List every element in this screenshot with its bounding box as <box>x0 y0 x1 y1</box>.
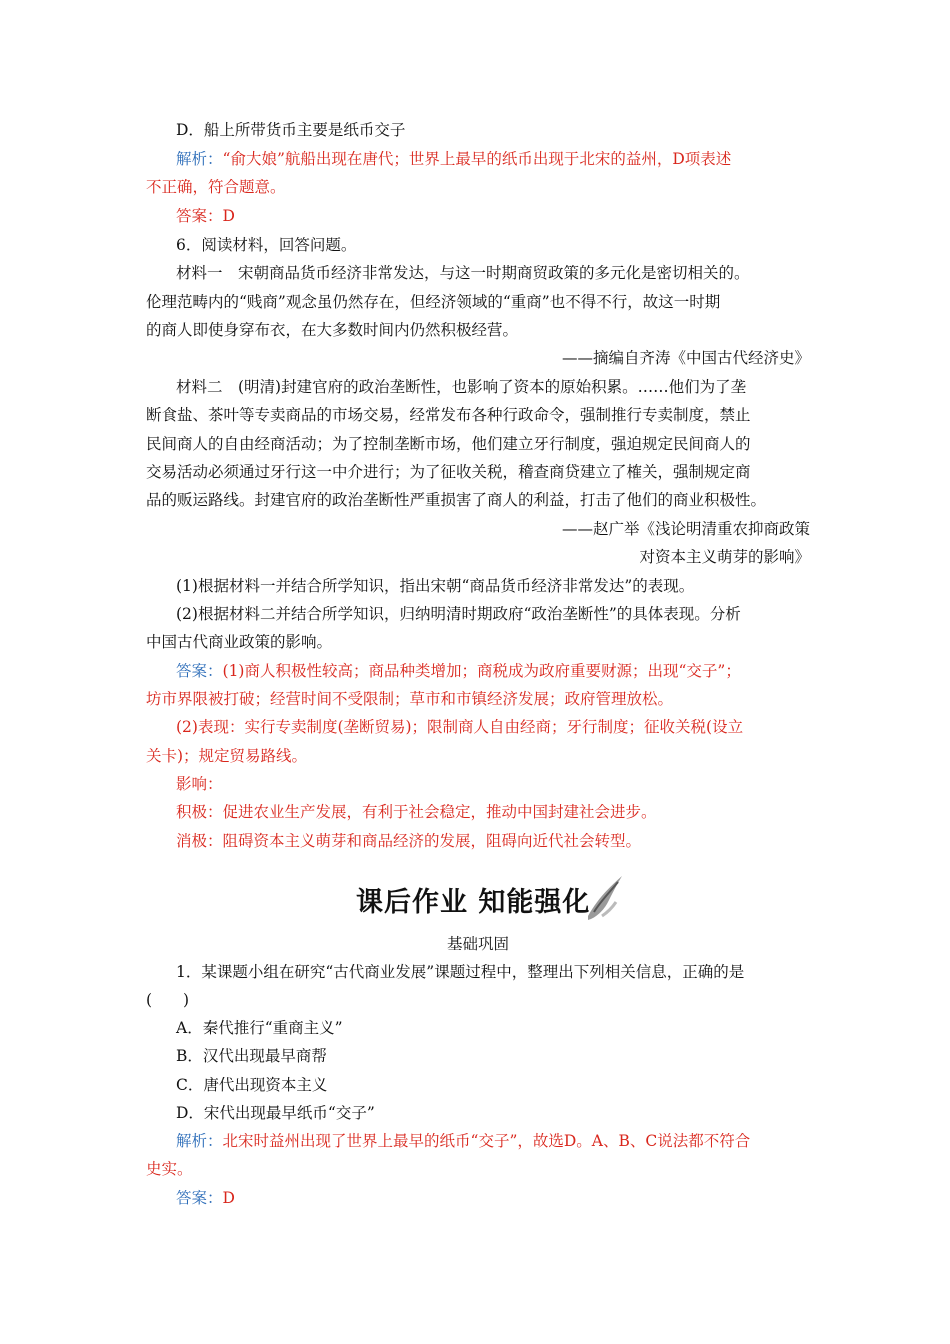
option-d-line: D．船上所带货币主要是纸币交子 <box>176 121 406 139</box>
sub-question-1: (1)根据材料一并结合所学知识，指出宋朝“商品货币经济非常发达”的表现。 <box>176 577 695 595</box>
answer-label: 答案： <box>176 662 223 680</box>
analysis-line-cont: 不正确，符合题意。 <box>146 178 286 196</box>
option-a: A．秦代推行“重商主义” <box>176 1019 343 1037</box>
answer-1-line <box>176 1188 810 1208</box>
option-b: B．汉代出现最早商帮 <box>176 1047 327 1065</box>
material-1-line-2: 伦理范畴内的“贱商”观念虽仍然存在，但经济领域的“重商”也不得不行，故这一时期 <box>146 293 721 311</box>
material-2-source-1: ——赵广举《浅论明清重农抑商政策 <box>561 520 810 538</box>
answer-6-line-1 <box>176 661 810 681</box>
question-1-line-1: 1．某课题小组在研究“古代商业发展”课题过程中，整理出下列相关信息，正确的是 <box>176 963 745 981</box>
analysis-1-label: 解析： <box>176 1132 223 1150</box>
material-2-line-3: 民间商人的自由经商活动；为了控制垄断市场，他们建立牙行制度，强迫规定民间商人的 <box>146 435 751 453</box>
option-d: D．宋代出现最早纸币“交子” <box>176 1104 375 1122</box>
analysis-text: “俞大娘”航船出现在唐代；世界上最早的纸币出现于北宋的益州，D项表述 <box>222 150 732 168</box>
material-2-line-5: 品的贩运路线。封建官府的政治垄断性严重损害了商人的利益，打击了他们的商业积极性。 <box>146 491 767 509</box>
sub-question-2-line-1: (2)根据材料二并结合所学知识，归纳明清时期政府“政治垄断性”的具体表现。分析 <box>176 605 741 623</box>
sub-question-2-line-2: 中国古代商业政策的影响。 <box>146 633 333 651</box>
section-heading <box>350 872 630 922</box>
analysis-1-line-1 <box>176 1131 810 1151</box>
material-2-line-2: 断食盐、茶叶等专卖商品的市场交易，经常发布各种行政命令，强制推行专卖制度，禁止 <box>146 406 751 424</box>
brush-stroke-icon <box>582 872 630 924</box>
question-6-title: 6．阅读材料，回答问题。 <box>176 236 357 254</box>
analysis-1-text: 北宋时益州出现了世界上最早的纸币“交子”，故选D。A、B、C说法都不符合 <box>222 1132 751 1150</box>
answer-line: 答案：D <box>176 207 235 225</box>
answer-1-text: D <box>222 1189 235 1207</box>
material-1-line-1: 材料一 宋朝商品货币经济非常发达，与这一时期商贸政策的多元化是密切相关的。 <box>176 264 750 282</box>
answer-6-line-3: (2)表现：实行专卖制度(垄断贸易)；限制商人自由经商；牙行制度；征收关税(设立 <box>176 718 744 736</box>
section-subtitle: 基础巩固 <box>446 935 509 953</box>
section-heading-text: 课后作业 知能强化 <box>356 887 591 918</box>
answer-6-line-4: 关卡)；规定贸易路线。 <box>146 747 308 765</box>
material-1-source: ——摘编自齐涛《中国古代经济史》 <box>561 349 810 367</box>
answer-6-line-2: 坊市界限被打破；经营时间不受限制；草市和市镇经济发展；政府管理放松。 <box>146 690 674 708</box>
material-2-line-1: 材料二 (明清)封建官府的政治垄断性，也影响了资本的原始积累。……他们为了垄 <box>176 378 747 396</box>
answer-6-line-7: 消极：阻碍资本主义萌芽和商品经济的发展，阻碍向近代社会转型。 <box>176 832 642 850</box>
analysis-line <box>176 149 810 169</box>
answer-text: (1)商人积极性较高；商品种类增加；商税成为政府重要财源；出现“交子”； <box>222 662 741 680</box>
option-c: C．唐代出现资本主义 <box>176 1076 328 1094</box>
material-1-line-3: 的商人即使身穿布衣，在大多数时间内仍然积极经营。 <box>146 321 519 339</box>
analysis-label: 解析： <box>176 150 223 168</box>
answer-1-label: 答案： <box>176 1189 223 1207</box>
answer-6-line-6: 积极：促进农业生产发展，有利于社会稳定，推动中国封建社会进步。 <box>176 803 657 821</box>
question-1-line-2: ( ) <box>146 991 190 1009</box>
analysis-1-line-2: 史实。 <box>146 1160 193 1178</box>
answer-6-line-5: 影响： <box>176 775 223 793</box>
material-2-source-2: 对资本主义萌芽的影响》 <box>639 548 810 566</box>
material-2-line-4: 交易活动必须通过牙行这一中介进行；为了征收关税，稽查商贷建立了榷关，强制规定商 <box>146 463 751 481</box>
